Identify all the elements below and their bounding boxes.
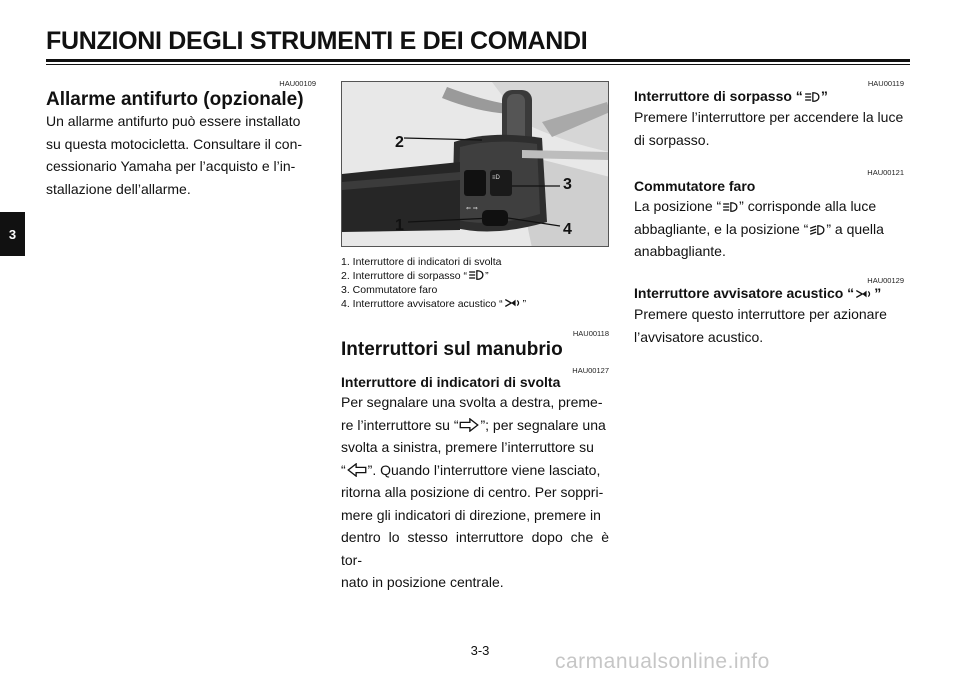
handlebar-switch-photo — [341, 81, 609, 247]
high-beam-icon — [803, 91, 821, 103]
section-code: HAU00121 — [867, 168, 904, 177]
text-run: ”; per segnalare una — [480, 416, 606, 433]
paragraph-line: Un allarme antifurto può essere installato — [46, 113, 301, 129]
low-beam-icon — [808, 224, 826, 236]
section-code: HAU00109 — [279, 79, 316, 88]
callout-4: 4 — [563, 221, 572, 238]
horn-icon — [503, 297, 523, 309]
text-run: abbagliante, e la posizione “ — [634, 220, 809, 237]
text-run: ” a quella — [826, 220, 884, 237]
paragraph-line — [634, 195, 906, 218]
text-run: ” — [820, 88, 828, 104]
text-run: “ — [341, 461, 346, 478]
paragraph-line: l’avvisatore acustico. — [634, 328, 764, 345]
text-run: ”. Quando l’interruttore viene lasciato, — [367, 461, 601, 478]
headlight-paragraph — [634, 195, 906, 263]
text-run: ” — [874, 285, 882, 301]
text-run: Interruttore di sorpasso “ — [634, 88, 803, 104]
figure-caption-list — [341, 256, 526, 311]
page-number: 3-3 — [470, 643, 490, 658]
pass-paragraph — [634, 106, 906, 151]
text-run: ” corrisponde alla luce — [739, 198, 877, 214]
horn-paragraph — [634, 303, 906, 348]
arrow-left-icon — [346, 463, 368, 477]
caption-text: ” — [522, 297, 527, 310]
caption-item — [341, 297, 526, 311]
section-code: HAU00119 — [867, 79, 904, 88]
caption-text: ” — [485, 270, 489, 283]
handlebar-illustration — [342, 82, 609, 247]
paragraph-line: Per segnalare una svolta a destra, preme- — [341, 394, 603, 410]
page-title: FUNZIONI DEGLI STRUMENTI E DEI COMANDI — [46, 27, 588, 55]
paragraph-line: Premere l’interruttore per accendere la luce — [634, 109, 904, 125]
paragraph-line: mere gli indicatori di direzione, premere in — [341, 506, 601, 523]
paragraph-line — [634, 218, 906, 241]
callout-1: 1 — [395, 217, 404, 234]
subheading-turn-signal: Interruttore di indicatori di svolta — [341, 374, 561, 390]
subheading-pass — [634, 88, 828, 104]
paragraph-line: su questa motocicletta. Consultare il con- — [46, 135, 303, 152]
callout-3: 3 — [563, 176, 572, 193]
header-rule-thin — [46, 64, 910, 65]
chapter-tab: 3 — [0, 212, 25, 256]
paragraph-line: Premere questo interruttore per azionare — [634, 306, 887, 322]
caption-item — [341, 256, 526, 269]
caption-text: 3. Commutatore faro — [341, 283, 438, 296]
svg-text:≡D: ≡D — [492, 175, 500, 181]
caption-text: 1. Interruttore di indicatori di svolta — [341, 256, 502, 268]
paragraph-line — [341, 414, 609, 437]
caption-item — [341, 269, 526, 283]
callout-2: 2 — [395, 134, 404, 151]
paragraph-line: cessionario Yamaha per l’acquisto e l’in- — [46, 158, 296, 174]
arrow-right-icon — [458, 418, 480, 432]
text-run: re l’interruttore su “ — [341, 416, 459, 433]
section-code: HAU00118 — [572, 329, 609, 338]
paragraph-line: dentro lo stesso interruttore dopo che è tor- — [341, 529, 609, 568]
watermark: carmanualsonline.info — [555, 650, 770, 673]
high-beam-icon — [467, 269, 485, 281]
section-code: HAU00127 — [572, 366, 609, 375]
section-heading-alarm: Allarme antifurto (opzionale) — [46, 89, 304, 110]
horn-icon — [854, 288, 874, 300]
paragraph-line: svolta a sinistra, premere l’interruttore su — [341, 439, 594, 455]
caption-text: 4. Interruttore avvisatore acustico “ — [341, 297, 503, 310]
subheading-headlight: Commutatore faro — [634, 178, 756, 194]
caption-item — [341, 284, 526, 297]
section-heading-handlebar: Interruttori sul manubrio — [341, 339, 563, 360]
paragraph-line: nato in posizione centrale. — [341, 574, 504, 590]
paragraph-line: di sorpasso. — [634, 131, 710, 148]
text-run: Interruttore avvisatore acustico “ — [634, 285, 855, 301]
paragraph-line — [341, 459, 609, 482]
high-beam-icon — [721, 201, 739, 213]
paragraph-line: stallazione dell’allarme. — [46, 180, 191, 197]
svg-text:⇐ ⇒: ⇐ ⇒ — [466, 206, 478, 212]
text-run: La posizione “ — [634, 198, 722, 214]
section-code: HAU00129 — [867, 276, 904, 285]
subheading-horn — [634, 285, 881, 301]
paragraph-line: anabbagliante. — [634, 243, 726, 259]
turn-signal-paragraph — [341, 391, 609, 594]
paragraph-line: ritorna alla posizione di centro. Per soppri- — [341, 484, 604, 500]
alarm-paragraph — [46, 110, 316, 200]
header-rule-thick — [46, 59, 910, 62]
caption-text: 2. Interruttore di sorpasso “ — [341, 270, 468, 283]
